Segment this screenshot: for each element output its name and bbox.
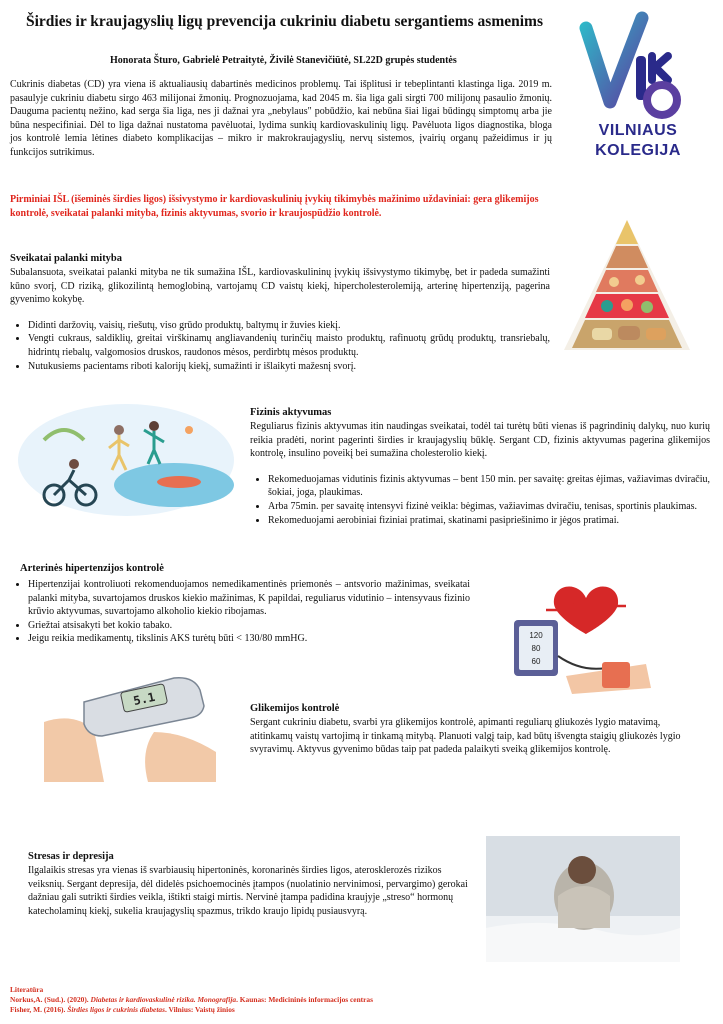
bp-pulse: 60	[531, 657, 541, 666]
activity-heading: Fizinis aktyvumas	[250, 407, 332, 418]
logo-line-2: KOLEGIJA	[595, 142, 681, 159]
activity-text: Reguliarus fizinis aktyvumas itin naudingas sveikatai, todėl tai turėtų būti vienas iš pagrindinių dalykų, nuo kurių reikia pradėti, norint pagerinti širdies ir kraujagyslių būklę. Sergant CD, fizinis aktyvumas pagerina glikemijos kontrolę, insulino poveikį bei sumažina cholesterolio kiekį.	[250, 421, 710, 460]
reference-1: Norkus,A. (Sud.). (2020). Diabetas ir kardiovaskulinė rizika. Monografija. Kaunas: Medicininės informacijos centras	[10, 995, 373, 1004]
stress-photo	[486, 836, 680, 962]
list-item: • Hipertenzijai kontroliuoti rekomenduojamos nemedikamentinės priemonės – antsvorio mažinimas, sveikatai palanki mityba, suvartojamos druskos kiekio mažinimas, K papildai, reguliarus vidutinio – intensyvaus fizinio krūvio aktyvumas, suvartojamo alkoholio kiekio ribojamas.	[28, 578, 470, 619]
diet-list	[10, 319, 550, 373]
goal-statement: Pirminiai IŠL (išeminės širdies ligos) išsivystymo ir kardiovaskulinių įvykių tikimybės mažinimo uždaviniai: gera glikemijos kontrolė, sveikatai palanki mityba, fizinis aktyvumas, svorio ir kraujospūdžio kontrolė.	[10, 194, 539, 219]
intro-paragraph: Cukrinis diabetas (CD) yra viena iš aktualiausių dabartinės medicinos problemų. Tai išplitusi ir tebeplintanti klastinga liga. 2019 m. pasaulyje cukriniu diabetu sirgo 463 milijonai žmonių. Prognozuojama, kad 2045 m. šia liga gali sirgti 700 milijonų pasaulio žmonių. Dauguma pacientų nežino, kad serga šia liga, nes ji dažnai yra „nebylaus" pobūdžio, kai nebūna šiai ligai būdingų simptomų arba jie būna nespecifiniai. Dėl to liga dažnai nustatoma pavėluotai, lydima sunkių kardiovaskulinių ligų. Pavėluota ligos diagnostika, bloga jos kontrolė lemia lėtines diabeto komplikacijas – mikro ir makrokraujagyslių, nervų sistemos, įvairių organų pažeidimus ir jų funkcijos sutrikimus.	[10, 79, 552, 158]
list-item: • Griežtai atsisakyti bet kokio tabako.	[28, 619, 470, 633]
glucometer-image	[44, 672, 216, 782]
list-item: • Arba 75min. per savaitę intensyvi fizinė veikla: bėgimas, važiavimas dviračiu, tenisas, sportinis plaukimas.	[268, 500, 710, 514]
vik-logo-mark	[570, 10, 700, 120]
diet-text: Subalansuota, sveikatai palanki mityba ne tik sumažina IŠL, kardiovaskulininų įvykių išsivystymo tikimybę, bet ir padeda sumažinti kūno svorį, CD riziką, glikozilintą hemoglobiną, vartojamų CD vaistų kiekį, hipercholesterolemiją, arterinę hipertenziją, pagerina gyvenimo kokybę.	[10, 267, 550, 306]
references-heading: Literatūra	[10, 985, 44, 994]
list-item: • Rekomeduojamas vidutinis fizinis aktyvumas – bent 150 min. per savaitę: greitas ėjimas, važiavimas dviračiu, šokiai, joga, plaukimas.	[268, 473, 710, 500]
reference-2: Fisher, M. (2016). Širdies ligos ir cukrinis diabetas. Vilnius: Vaistų žinios	[10, 1005, 235, 1014]
hypertension-section	[10, 562, 470, 646]
stress-section	[28, 850, 473, 918]
logo-line-1: VILNIAUS	[598, 122, 678, 139]
hypertension-heading: Arterinės hipertenzijos kontrolė	[20, 563, 164, 574]
glycemia-text: Sergant cukriniu diabetu, svarbi yra glikemijos kontrolė, apimanti reguliarų gliukozės lygio matavimą, atitinkamų vaistų vartojimą ir tinkamą mitybą. Planuoti valgį taip, kad būtų išvengta staigių gliukozės lygio svyravimų. Aktyvus gyvenimo būdas taip pat padeda palaikyti sveiką glikemijos kontrolę.	[250, 717, 681, 756]
physical-activity-image	[14, 400, 239, 520]
glucometer-reading: 5.1	[132, 689, 157, 709]
diet-section	[10, 252, 550, 373]
authors-line: Honorata Šturo, Gabrielė Petraitytė, Živilė Stanevičiūtė, SL22D grupės studentės	[110, 55, 457, 66]
activity-list	[250, 473, 710, 527]
stress-heading: Stresas ir depresija	[28, 851, 114, 862]
food-pyramid-image	[552, 210, 702, 360]
list-item: • Vengti cukraus, saldiklių, greitai virškinamų angliavandenių turinčių maisto produktų, rafinuotų grūdų produktų, transriebalų, hidrintų riebalų, valgomosios druskos, raudonos mėsos, perdirbtų mėsos produktų.	[28, 332, 550, 359]
blood-pressure-image	[506, 576, 656, 700]
list-item: • Didinti daržovių, vaisių, riešutų, viso grūdo produktų, baltymų ir žuvies kiekį.	[28, 319, 550, 333]
bp-systolic: 120	[529, 631, 543, 640]
stress-text: Ilgalaikis stresas yra vienas iš svarbiausių hipertoninės, koronarinės širdies ligos, aterosklerozės rizikos veiksnių. Sergant depresija, dėl didelės psichoemocinės įtampos (nuolatinio nervinimosi, pervargimo) gerokai dažniau gali sutrikti širdies veikla, ištikti staigi mirtis. Nervinė įtampa padidina kraujyje „streso“ hormonų katecholaminų kiekį, sukelia kraujagyslių spazmus, trikdo kraujo lipidų pusiausvyrą.	[28, 865, 468, 917]
glycemia-heading: Glikemijos kontrolė	[250, 703, 340, 714]
poster-title: Širdies ir kraujagyslių ligų prevencija cukriniu diabetu sergantiems asmenims	[26, 13, 543, 30]
list-item: • Nutukusiems pacientams riboti kalorijų kiekį, sumažinti ir išlaikyti mažesnį svorį.	[28, 360, 550, 374]
diet-heading: Sveikatai palanki mityba	[10, 253, 123, 264]
list-item: • Rekomeduojami aerobiniai fiziniai pratimai, skatinami pasipriešinimo ir jėgos pratimai.	[268, 514, 710, 528]
activity-section	[250, 406, 710, 527]
hypertension-list	[10, 578, 470, 646]
bp-diastolic: 80	[531, 644, 541, 653]
references	[10, 985, 570, 1015]
vilniaus-kolegija-logo	[570, 10, 700, 170]
glycemia-section	[250, 702, 690, 757]
list-item: • Jeigu reikia medikamentų, tikslinis AKS turėtų būti < 130/80 mmHG.	[28, 632, 470, 646]
